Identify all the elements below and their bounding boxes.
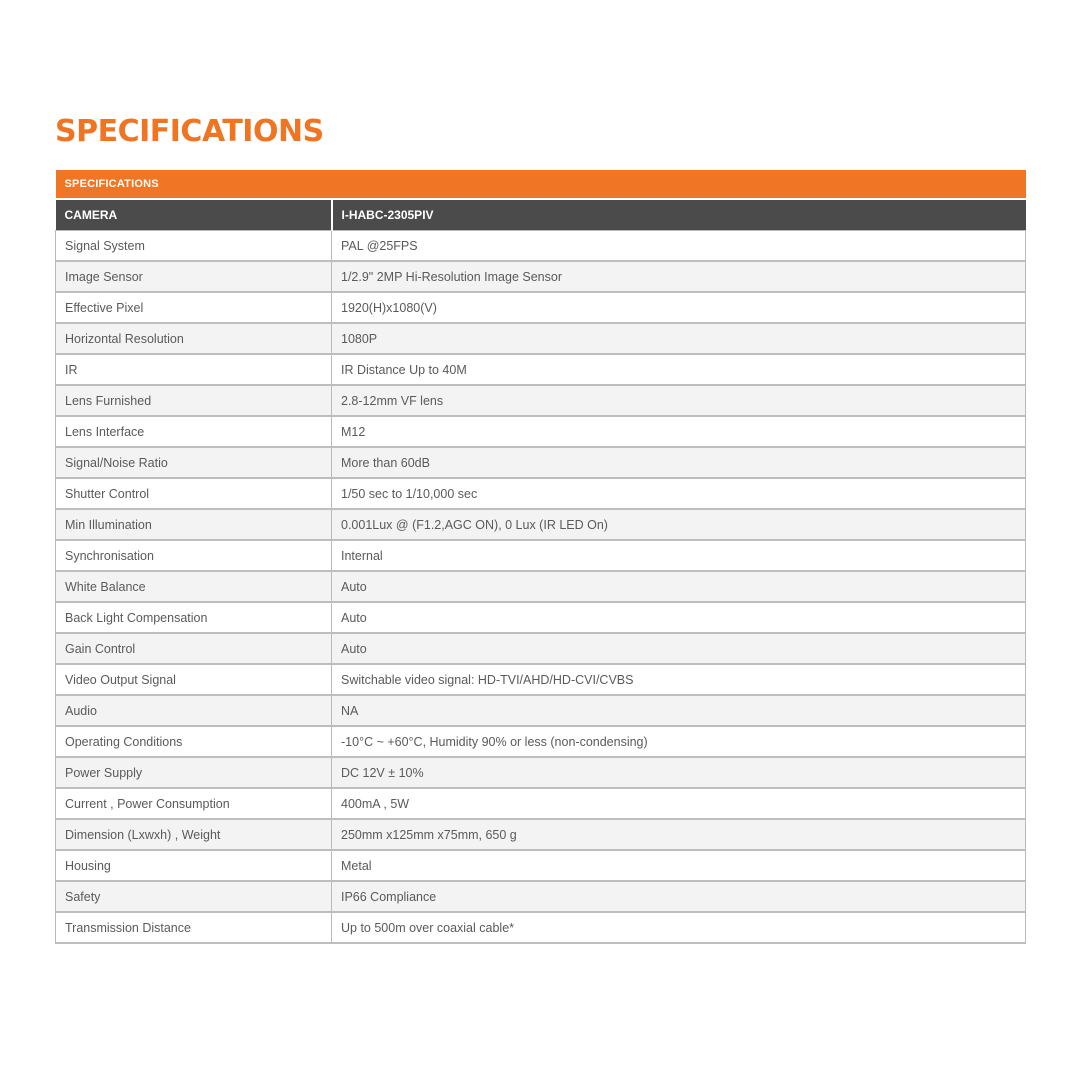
table-row [56,509,1026,540]
table-row [56,664,1026,695]
spec-label: Back Light Compensation [56,602,332,633]
spec-value: M12 [332,416,1026,447]
spec-label: Image Sensor [56,261,332,292]
spec-label: Operating Conditions [56,726,332,757]
table-row [56,633,1026,664]
spec-label: Safety [56,881,332,912]
spec-value: NA [332,695,1026,726]
spec-label: Dimension (Lxwxh) , Weight [56,819,332,850]
spec-value: 0.001Lux @ (F1.2,AGC ON), 0 Lux (IR LED On) [332,509,1026,540]
table-row [56,602,1026,633]
table-row [56,447,1026,478]
table-row [56,695,1026,726]
table-banner-row [56,170,1026,199]
table-row [56,478,1026,509]
table-row [56,726,1026,757]
spec-value: 400mA , 5W [332,788,1026,819]
spec-label: Synchronisation [56,540,332,571]
spec-value: -10°C ~ +60°C, Humidity 90% or less (non-condensing) [332,726,1026,757]
spec-value: IP66 Compliance [332,881,1026,912]
table-row [56,231,1026,262]
spec-value: DC 12V ± 10% [332,757,1026,788]
table-row [56,385,1026,416]
spec-value: 1920(H)x1080(V) [332,292,1026,323]
spec-value: IR Distance Up to 40M [332,354,1026,385]
table-row [56,757,1026,788]
table-row [56,261,1026,292]
spec-label: Power Supply [56,757,332,788]
spec-label: Horizontal Resolution [56,323,332,354]
spec-label: Video Output Signal [56,664,332,695]
table-row [56,323,1026,354]
spec-label: White Balance [56,571,332,602]
page-title: SPECIFICATIONS [55,114,324,149]
spec-value: 1/50 sec to 1/10,000 sec [332,478,1026,509]
spec-label: Lens Furnished [56,385,332,416]
table-row [56,850,1026,881]
table-row [56,912,1026,943]
spec-label: Lens Interface [56,416,332,447]
header-model: I-HABC-2305PIV [332,199,1026,231]
header-camera: CAMERA [56,199,332,231]
spec-value: Auto [332,602,1026,633]
spec-value: PAL @25FPS [332,231,1026,262]
spec-value: Switchable video signal: HD-TVI/AHD/HD-CVI/CVBS [332,664,1026,695]
spec-label: Gain Control [56,633,332,664]
spec-label: Transmission Distance [56,912,332,943]
spec-value: 250mm x125mm x75mm, 650 g [332,819,1026,850]
spec-label: Effective Pixel [56,292,332,323]
spec-label: Current , Power Consumption [56,788,332,819]
table-row [56,788,1026,819]
spec-label: Shutter Control [56,478,332,509]
spec-value: Auto [332,633,1026,664]
spec-value: 1080P [332,323,1026,354]
spec-label: Signal/Noise Ratio [56,447,332,478]
table-row [56,571,1026,602]
table-row [56,354,1026,385]
spec-value: Internal [332,540,1026,571]
spec-value: 2.8-12mm VF lens [332,385,1026,416]
spec-label: Audio [56,695,332,726]
spec-value: Metal [332,850,1026,881]
spec-label: Signal System [56,231,332,262]
spec-value: 1/2.9" 2MP Hi-Resolution Image Sensor [332,261,1026,292]
spec-label: Housing [56,850,332,881]
table-row [56,540,1026,571]
spec-value: Up to 500m over coaxial cable* [332,912,1026,943]
spec-value: More than 60dB [332,447,1026,478]
table-row [56,292,1026,323]
table-header-row [56,199,1026,231]
spec-value: Auto [332,571,1026,602]
table-banner: SPECIFICATIONS [56,170,1026,199]
table-body [56,231,1026,944]
table-row [56,416,1026,447]
spec-label: Min Illumination [56,509,332,540]
table-row [56,819,1026,850]
spec-label: IR [56,354,332,385]
table-row [56,881,1026,912]
specifications-table [55,170,1026,944]
